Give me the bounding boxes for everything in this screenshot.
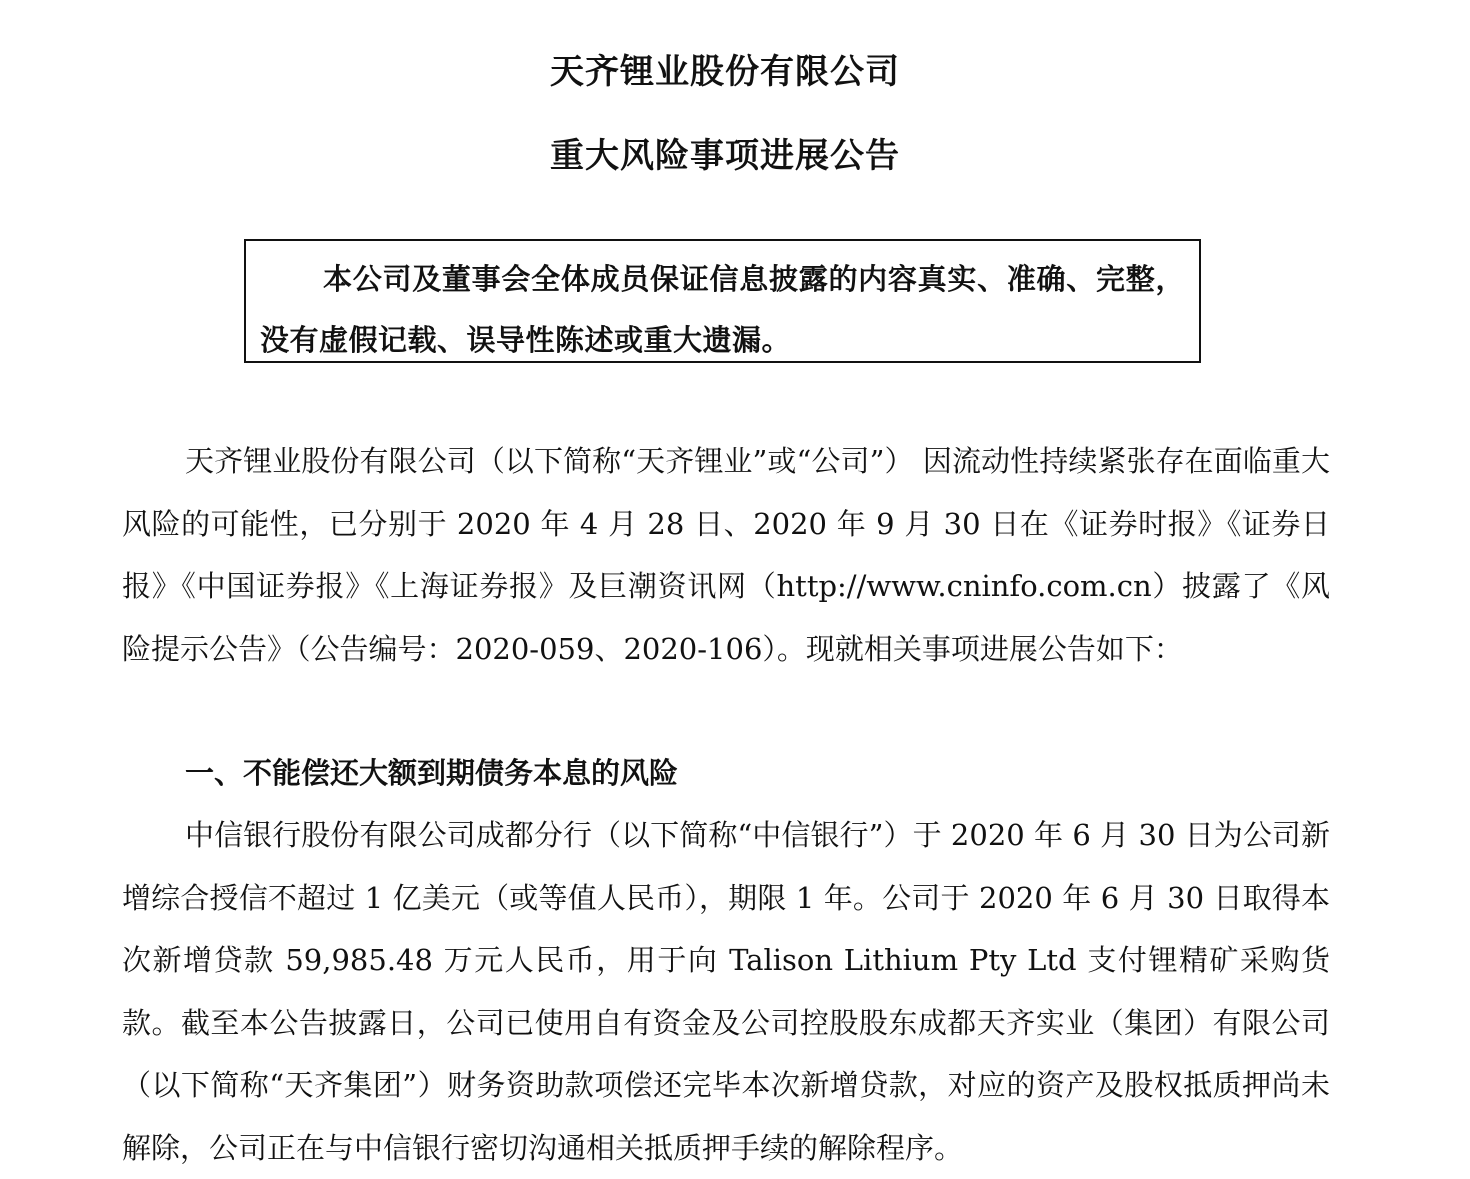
intro-paragraph: 天齐锂业股份有限公司（以下简称“天齐锂业”或“公司”） 因流动性持续紧张存在面临重大风险的可能性，已分别于 2020 年 4 月 28 日、2020 年 9 月 30 日在《证券时报》《证券日报》《中国证券报》《上海证券报》及巨潮资讯网（http://www.cninfo.com.cn）披露了《风险提示公告》（公告编号：2020-059、2020-106）。现就相关事项进展公告如下： [122,444,1330,666]
section-heading-1: 一、不能偿还大额到期债务本息的风险 [185,756,679,790]
disclosure-notice-box: 本公司及董事会全体成员保证信息披露的内容真实、准确、完整，没有虚假记载、误导性陈述或重大遗漏。 [244,239,1201,363]
section-1-paragraph: 中信银行股份有限公司成都分行（以下简称“中信银行”）于 2020 年 6 月 30 日为公司新增综合授信不超过 1 亿美元（或等值人民币），期限 1 年。公司于 2020 年 6 月 30 日取得本次新增贷款 59,985.48 万元人民币，用于向 Talison Lithium Pty Ltd 支付锂精矿采购货款。截至本公告披露日，公司已使用自有资金及公司控股股东成都天齐实业（集团）有限公司（以下简称“天齐集团”）财务资助款项偿还完毕本次新增贷款，对应的资产及股权抵质押尚未解除，公司正在与中信银行密切沟通相关抵质押手续的解除程序。 [122,818,1330,1165]
company-title: 天齐锂业股份有限公司 [550,52,900,92]
announcement-title: 重大风险事项进展公告 [550,136,900,176]
